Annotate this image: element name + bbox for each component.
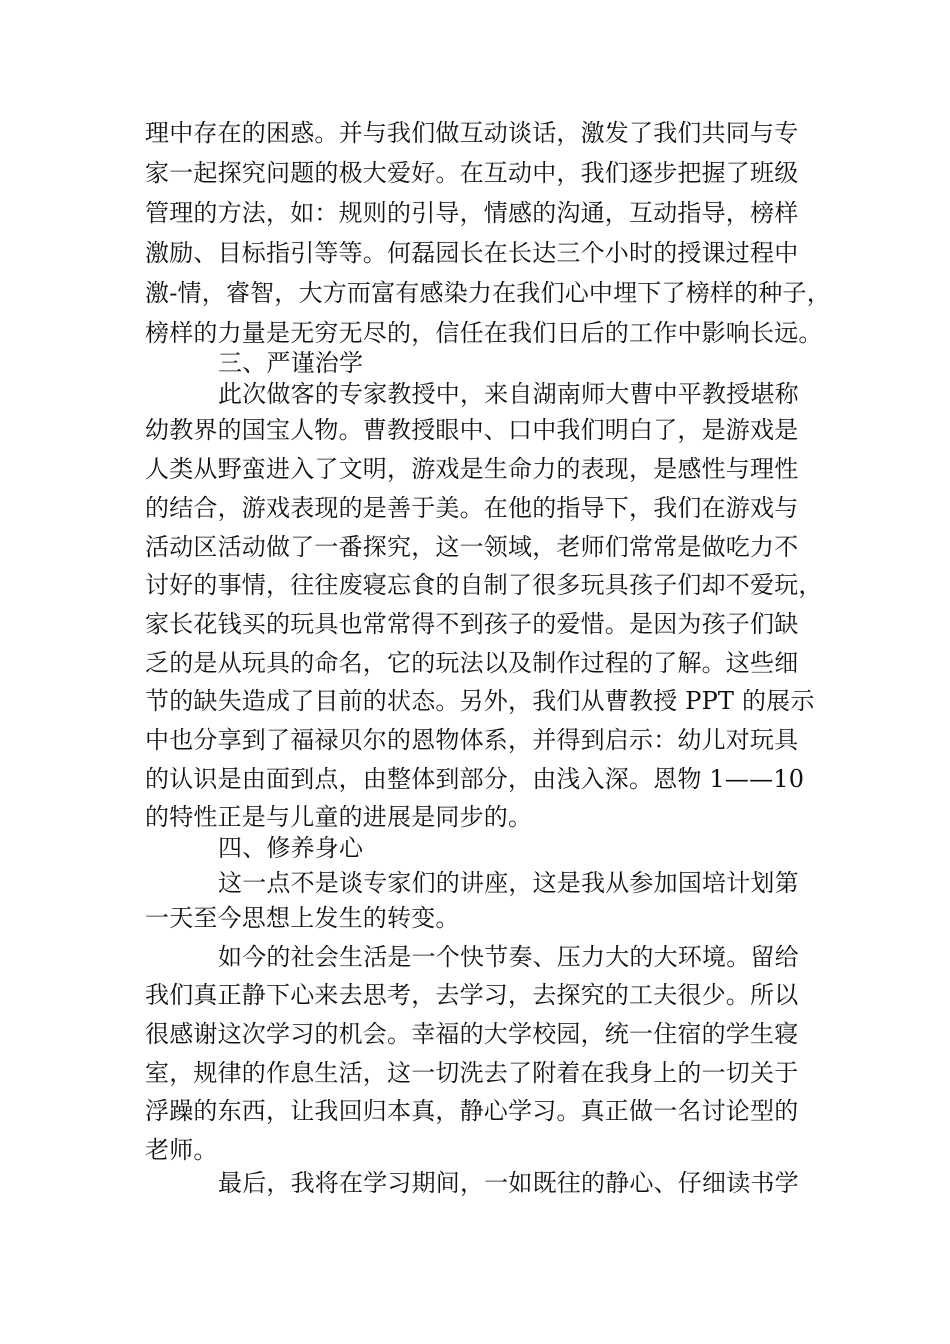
section-heading: 四、修养身心	[218, 834, 364, 862]
text-line: 很感谢这次学习的机会。幸福的大学校园，统一住宿的学生寝	[145, 1020, 799, 1048]
text-line: 如今的社会生活是一个快节奏、压力大的大环境。留给	[218, 943, 799, 971]
text-line: 激励、目标指引等等。何磊园长在长达三个小时的授课过程中	[145, 239, 799, 267]
text-line: 这一点不是谈专家们的讲座，这是我从参加国培计划第	[218, 869, 799, 897]
text-line: 活动区活动做了一番探究，这一领域，老师们常常是做吃力不	[145, 533, 799, 561]
text-line: 的特性正是与儿童的进展是同步的。	[145, 803, 533, 831]
text-line: 节的缺失造成了目前的状态。另外，我们从曹教授 PPT 的展示	[145, 687, 815, 715]
text-line: 激-情，睿智，大方而富有感染力在我们心中埋下了榜样的种子，	[145, 279, 831, 307]
text-line: 的结合，游戏表现的是善于美。在他的指导下，我们在游戏与	[145, 494, 799, 522]
text-line: 榜样的力量是无穷无尽的，信任在我们日后的工作中影响长远。	[145, 319, 823, 347]
text-line: 中也分享到了福禄贝尔的恩物体系，并得到启示：幼儿对玩具	[145, 726, 799, 754]
text-line: 室，规律的作息生活，这一切洗去了附着在我身上的一切关于	[145, 1059, 799, 1087]
text-line: 幼教界的国宝人物。曹教授眼中、口中我们明白了，是游戏是	[145, 416, 799, 444]
text-line: 浮躁的东西，让我回归本真，静心学习。真正做一名讨论型的	[145, 1097, 799, 1125]
section-heading: 三、严谨治学	[218, 349, 364, 377]
text-line: 人类从野蛮进入了文明，游戏是生命力的表现，是感性与理性	[145, 455, 799, 483]
text-line: 管理的方法，如：规则的引导，情感的沟通，互动指导，榜样	[145, 199, 799, 227]
text-line: 此次做客的专家教授中，来自湖南师大曹中平教授堪称	[218, 380, 799, 408]
text-line: 乏的是从玩具的命名，它的玩法以及制作过程的了解。这些细	[145, 649, 799, 677]
text-line: 家一起探究问题的极大爱好。在互动中，我们逐步把握了班级	[145, 159, 799, 187]
text-line: 一天至今思想上发生的转变。	[145, 904, 460, 932]
text-line: 理中存在的困惑。并与我们做互动谈话，激发了我们共同与专	[145, 119, 799, 147]
text-line: 最后，我将在学习期间，一如既往的静心、仔细读书学	[218, 1169, 799, 1197]
text-line: 老师。	[145, 1136, 218, 1164]
text-line: 家长花钱买的玩具也常常得不到孩子的爱惜。是因为孩子们缺	[145, 610, 799, 638]
text-line: 我们真正静下心来去思考，去学习，去探究的工夫很少。所以	[145, 981, 799, 1009]
text-line: 讨好的事情，往往废寝忘食的自制了很多玩具孩子们却不爱玩，	[145, 571, 823, 599]
text-line: 的认识是由面到点，由整体到部分，由浅入深。恩物 1——10	[145, 765, 805, 793]
